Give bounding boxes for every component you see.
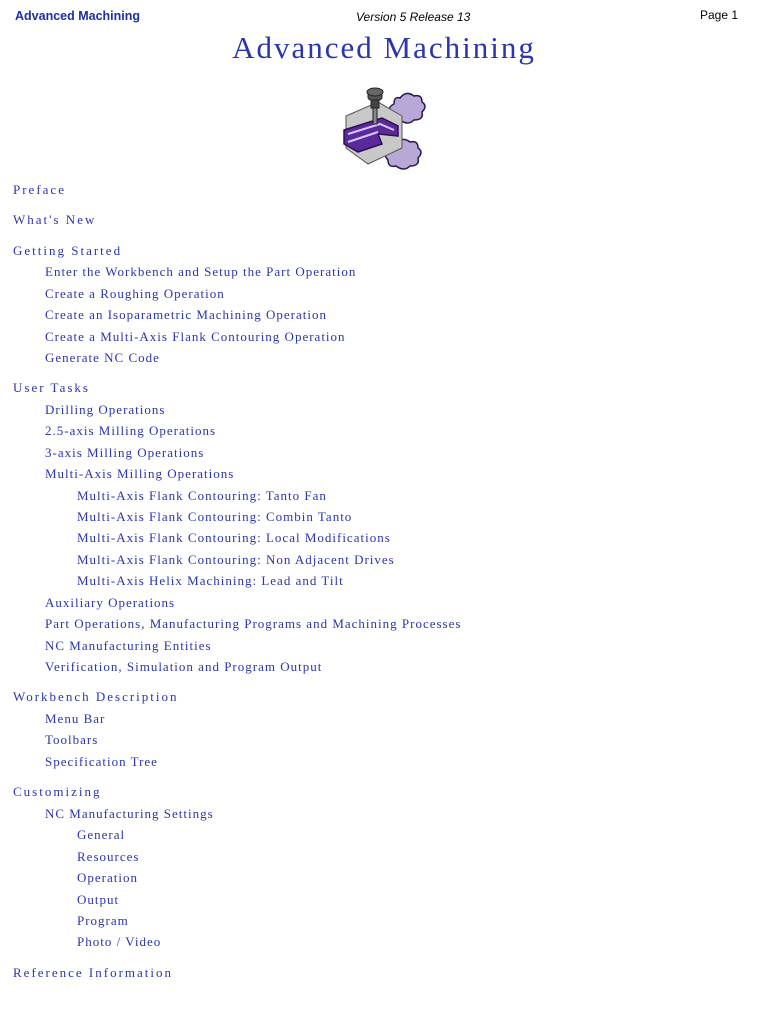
toc-subitem[interactable]: Multi-Axis Flank Contouring: Tanto Fan bbox=[77, 488, 327, 503]
toc-subitem[interactable]: General bbox=[77, 827, 126, 842]
toc-item[interactable]: Create a Roughing Operation bbox=[45, 286, 225, 301]
toc-subitem[interactable]: Multi-Axis Flank Contouring: Local Modifications bbox=[77, 530, 391, 545]
toc-item[interactable]: 3-axis Milling Operations bbox=[45, 445, 205, 460]
toc-getting-started[interactable]: Getting Started bbox=[13, 243, 123, 258]
toc-user-tasks[interactable]: User Tasks bbox=[13, 380, 90, 395]
toc-subitem[interactable]: Resources bbox=[77, 849, 140, 864]
toc-subitem[interactable]: Multi-Axis Flank Contouring: Combin Tanto bbox=[77, 509, 353, 524]
toc-subitem[interactable]: Photo / Video bbox=[77, 934, 162, 949]
toc-item[interactable]: 2.5-axis Milling Operations bbox=[45, 423, 217, 438]
toc-item[interactable]: Drilling Operations bbox=[45, 402, 166, 417]
toc-subitem[interactable]: Output bbox=[77, 892, 120, 907]
toc-subitem[interactable]: Program bbox=[77, 913, 129, 928]
toc-item[interactable]: Toolbars bbox=[45, 732, 99, 747]
toc-reference-information[interactable]: Reference Information bbox=[13, 965, 174, 980]
header-doc-title: Advanced Machining bbox=[15, 9, 141, 23]
header-page-number: Page 1 bbox=[700, 8, 739, 22]
toc-subitem[interactable]: Multi-Axis Flank Contouring: Non Adjacent Drives bbox=[77, 552, 395, 567]
toc-item[interactable]: Multi-Axis Milling Operations bbox=[45, 466, 235, 481]
toc-item[interactable]: NC Manufacturing Entities bbox=[45, 638, 212, 653]
toc-item[interactable]: Part Operations, Manufacturing Programs and Machining Processes bbox=[45, 616, 462, 631]
header-version: Version 5 Release 13 bbox=[356, 10, 471, 24]
toc-subitem[interactable]: Operation bbox=[77, 870, 138, 885]
toc-workbench-description[interactable]: Workbench Description bbox=[13, 689, 179, 704]
toc-whats-new[interactable]: What's New bbox=[13, 212, 97, 227]
toc-item[interactable]: Create a Multi-Axis Flank Contouring Operation bbox=[45, 329, 346, 344]
toc-item[interactable]: NC Manufacturing Settings bbox=[45, 806, 214, 821]
toc-item[interactable]: Enter the Workbench and Setup the Part Operation bbox=[45, 264, 357, 279]
toc-item[interactable]: Menu Bar bbox=[45, 711, 106, 726]
toc-item[interactable]: Verification, Simulation and Program Output bbox=[45, 659, 323, 674]
toc-preface[interactable]: Preface bbox=[13, 182, 66, 197]
toc-item[interactable]: Generate NC Code bbox=[45, 350, 160, 365]
toc-item[interactable]: Create an Isoparametric Machining Operation bbox=[45, 307, 327, 322]
toc-subitem[interactable]: Multi-Axis Helix Machining: Lead and Tilt bbox=[77, 573, 344, 588]
toc-item[interactable]: Specification Tree bbox=[45, 754, 158, 769]
toc-customizing[interactable]: Customizing bbox=[13, 784, 102, 799]
toc-item[interactable]: Auxiliary Operations bbox=[45, 595, 176, 610]
page-title: Advanced Machining bbox=[232, 30, 536, 65]
